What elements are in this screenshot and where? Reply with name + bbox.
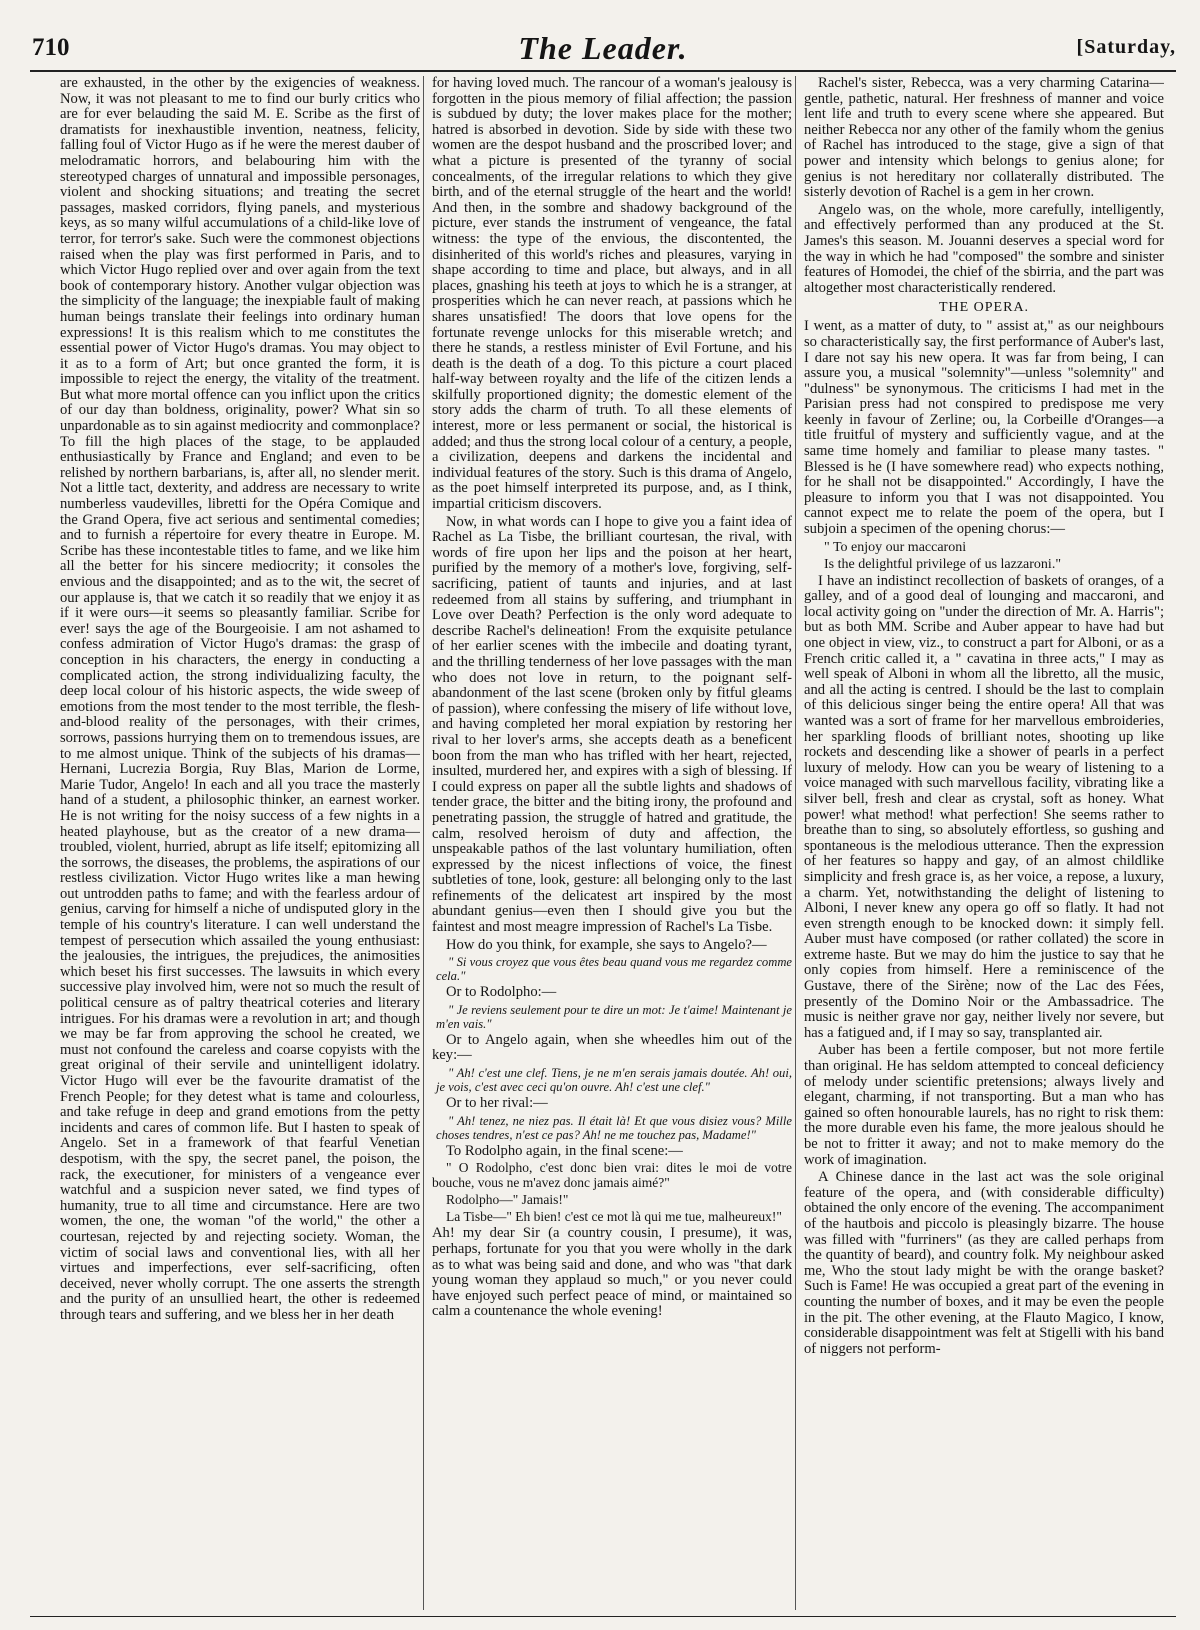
final-scene-line-3: La Tisbe—" Eh bien! c'est ce mot là qui me tue, malheureux!": [446, 1208, 782, 1224]
french-quote-3: " Ah! c'est une clef. Tiens, je ne m'en serais jamais doutée. Ah! oui, je vois, c'est avec ceci qu'on ouvre. Ah! c'est une clef.": [436, 1066, 792, 1095]
quote-intro-key: Or to Angelo again, when she wheedles him out of the key:—: [432, 1031, 792, 1064]
quote-intro-rodolpho: Or to Rodolpho:—: [446, 984, 557, 1001]
page-header: [30, 30, 1176, 70]
opera-intro-paragraph: I went, as a matter of duty, to " assist at," as our neighbours so characteristically say, the first performance of Auber's last, I dare not say his new opera. It was far from being, I can assure you, a musical "solemnity"—unless "solemnity" and "dulness" be synonymous. The criticisms I had met in the Parisian press had not conspired to predispose me very keenly in favour of Zerline; ou, la Corbeille d'Oranges—a title fruitful of mystery and sufficiently vague, and at the same time homely and familiar to please many tastes. " Blessed is he (I have somewhere read) who expects nothing, for he shall not be disappointed." Accordingly, I have the pleasure to inform you that I was not disappointed. You cannot expect me to relate the poem of the opera, but I subjoin a specimen of the opening chorus:—: [804, 318, 1164, 538]
column-1: [60, 76, 420, 1610]
final-scene-line-1: " O Rodolpho, c'est donc bien vrai: dites le moi de votre bouche, vous ne m'avez donc jamais aimé?": [432, 1160, 792, 1191]
angelo-performance-paragraph: Angelo was, on the whole, more carefully, intelligently, and effectively performed than any produced at the St. James's this season. M. Jouanni deserves a special word for the way in which he had "composed" the sombre and sinister features of Homodei, the chief of the sbirria, and the part was altogether most characteristically rendered.: [804, 201, 1164, 296]
french-quote-2: " Je reviens seulement pour te dire un mot: Je t'aime! Maintenant je m'en vais.": [436, 1002, 792, 1031]
french-quote-1: " Si vous croyez que vous êtes beau quand vous me regardez comme cela.": [436, 955, 792, 984]
column-divider: [795, 76, 796, 1610]
masthead-title: The Leader.: [518, 30, 688, 66]
column-1-paragraph: are exhausted, in the other by the exigencies of weakness. Now, it was not pleasant to me to find our burly critics who are for ever belauding the said M. E. Scribe as the first of dramatists for inexhaustible invention, neatness, felicity, falling foul of Victor Hugo as if he were the merest dauber of melodramatic horrors, and belabouring him with the stereotyped charges of unnatural and impossible personages, violent and shocking situations; and treating the secret passages, masked corridors, flying panels, and mysterious keys, as so many wilful accumulations of a child-like love of terror, for terror's sake. Such were the commonest objections raised when the play was first performed in Paris, and to which Victor Hugo replied over and over again from the text book of contemporary history. Another vulgar objection was the simplicity of the language; the inexpiable fault of making human beings translate their feelings into ordinary human expressions! It is this realism which to me constitutes the essential power of Victor Hugo's dramas. You may object to it as to a form of Art; but once granted the form, it is impossible to reject the energy, the vitality of the treatment. But what more mortal offence can you inflict upon the critics of our day than boldness, originality, power? What sin so unpardonable as to sin against mediocrity and commonplace? To fill the high places of the stage, to be applauded enthusiastically by France and England; and even to be relished by northern barbarians, is, after all, no slender merit. Not a little tact, dexterity, and address are necessary to write numberless vaudevilles, libretti for the Opéra Comique and the Grand Opera, five act serious and sentimental comedies; and to furnish a répertoire for every theatre in Europe. M. Scribe has these incontestable titles to fame, and we like him all the better for his sincere mediocrity; it consoles the envious and the disappointed; and as to the wit, the secret of our applause is, that we catch it so readily that we enjoy it as if it were ours—it seems so pleasantly familiar. Scribe for ever! says the age of the Bourgeoisie. I am not ashamed to confess admiration of Victor Hugo's dramas: the grasp of conception in his characters, the energy in conducting a complicated action, the strong individualizing faculty, the deep local colour of his historic aspects, the wide sweep of emotions from the most tender to the most terrible, the flesh-and-blood reality of the personages, with their crimes, sorrows, passions hurrying them on to tremendous issues, are to me almost unique. Think of the subjects of his dramas—Hernani, Lucrezia Borgia, Ruy Blas, Marion de Lorme, Marie Tudor, Angelo! In each and all you trace the masterly hand of a student, a philosophic thinker, an earnest worker. He is not writing for the noisy success of a few nights in a heated playhouse, but as the creator of a new drama—troubled, violent, hurried, abrupt as life itself; epitomizing all the sorrows, the diseases, the problems, the aspirations of our restless civilization. Victor Hugo writes like a man hewing out untrodden paths to fame; and with the fearless ardour of genius, carving for himself a niche of undisputed glory in the temple of his country's literature. I can well understand the tempest of persecution which assailed the young enthusiast: the jealousies, the intrigues, the prejudices, the animosities which beset his first successes. The lawsuits in which every successive play involved him, were not so much the result of political censure as of paltry theatrical coteries and literary intrigues. For his dramas were a revolution in art; and though we may be far from approving the school he created, we must not confound the careless and coarse copyists with the great original of their servile and unintelligent idolatry. Victor Hugo will ever be the favourite dramatist of the French People; for they detest what is tame and colourless, and take refuge in deep and grand emotions from the petty incidents and cares of common life. But I hasten to speak of Angelo. Set in a framework of that fearful Venetian despotism, with the spy, the secret panel, the poison, the rack, the executioner, for ministers of a vengeance ever watchful and a suspicion never sated, we find types of humanity, true to all time and circumstance. Here are two women, the one, the woman "of the world," the other a courtesan, rejected by and rejecting society. Woman, the victim of social laws and conventional lies, with all her virtues and imperfections, ever self-sacrificing, often deceived, never wholly corrupt. The one asserts the strength and the purity of an unsullied heart, the other is redeemed through tears and suffering, and we bless her in her death: [60, 76, 420, 1323]
auber-paragraph: Auber has been a fertile composer, but not more fertile than original. He has seldom attempted to conceal deficiency of melody under scientific pretensions; always lively and elegant, charming, if not transporting. But a man who has gained so often honourable laurels, has no right to risk them: the more durable even his fame, the more jealous should he be not to fritter it away; and not to make memory do the work of imagination.: [804, 1042, 1164, 1168]
rachel-tisbe-paragraph: Now, in what words can I hope to give you a faint idea of Rachel as La Tisbe, the brilliant courtesan, the rival, with words of fire upon her lips and the poison at her heart, purified by the memory of a mother's love, forgiving, self-sacrificing, patient of taunts and injuries, and at last redeemed from all stains by suffering, and triumphant in Love over Death? Perfection is the only word adequate to describe Rachel's delineation! From the exquisite petulance of her earlier scenes with the imbecile and doating tyrant, and the thrilling tenderness of her love passages with the man who does not love in return, to the poignant self-abandonment of the last scene (broken only by fitful gleams of passion), where confessing the misery of life without love, and having completed her moral expiation by restoring her rival to her lover's arms, she accepts death as a beneficent boon from the man who has trifled with her heart, rejected, insulted, murdered her, and expires with a sigh of blessing. If I could express on paper all the subtle lights and shadows of tender grace, the bitter and the biting irony, the profound and penetrating passion, the struggle of hatred and gratitude, the calm, resolved heroism of duty and affection, the unspeakable pathos of the last voluntary humiliation, often expressed by the nicest inflections of voice, the finest subtleties of tone, look, gesture: all belonging only to the last refinements of the delicatest art inspired by the most abundant genius—even then I should give you but the faintest and most meagre impression of Rachel's La Tisbe.: [432, 513, 792, 936]
chorus-line-1: " To enjoy our maccaroni: [824, 539, 967, 555]
alboni-paragraph: I have an indistinct recollection of baskets of oranges, of a galley, and of a good deal of lounging and maccaroni, and local activity going on "under the direction of Mr. A. Harris"; but as both MM. Scribe and Auber appear to have had but one object in view, viz., to construct a part for Alboni, or as a French critic called it, a " cavatina in three acts," I may as well speak of Alboni in whom all the libretto, all the music, and all the acting is centred. I should be the last to complain of this delicious singer being the entire opera! All that was wanted was a sort of frame for her marvellous embroideries, her sparkling floods of brilliant notes, shooting up like rockets and descending like a shower of pearls in a perfect luxury of melody. How can you be weary of listening to a voice managed with such marvellous facility, vibrating like a silver bell, fresh and clear as crystal, soft as honey. What power! what method! what perfection! She seems rather to breathe than to sing, so absolutely effortless, so gushing and spontaneous is the melodious utterance. Then the expression of her features so happy and gay, of an almost childlike simplicity and fresh grace is, as her voice, a repose, a luxury, a charm. Yet, notwithstanding the delight of listening to Alboni, I never knew any opera go off so flatly. It had not even strength enough to be knocked down: it simply fell. Auber must have composed (or rather collated) the score in extreme haste. But we may do him the justice to say that he only copies from himself. Here a reminiscence of the Gustave, there of the Sirène; now of the Lac des Fées, presently of the Domino Noir or the Ambassadrice. The music is neither grave nor gay, neither lively nor severe, but has a fatigued and, if I may so say, transplanted air.: [804, 572, 1164, 1041]
chinese-dance-paragraph: A Chinese dance in the last act was the sole original feature of the opera, and (with considerable difficulty) obtained the only encore of the evening. The accompaniment of the hautbois and piccolo is pleasingly bizarre. The house was filled with "furriners" (as they are called perhaps from the quantity of beard), and country folk. My neighbour asked me, Who the stout lady might be with the orange basket? Such is Fame! He was occupied a great part of the evening in counting the number of boxes, and it may be even the people in the pit. The other evening, at the Flauto Magico, I know, considerable disappointment was felt at Stigelli with his band of niggers not perform-: [804, 1169, 1164, 1357]
angelo-paragraph: for having loved much. The rancour of a woman's jealousy is forgotten in the pious memory of filial affection; the passion is subdued by duty; the lover makes place for the mother; hatred is absorbed in devotion. Side by side with these two women are the despot husband and the proscribed lover; and what a picture is presented of the tyranny of social concealments, of the irregular relations to which they give birth, and of the eternal struggle of the heart and the world! And then, in the sombre and shadowy background of the picture, ever stands the instrument of vengeance, the fatal witness: the type of the envious, the discontented, the disinherited of this world's riches and pleasures, varying in shape according to time and place, but always, and in all places, gnashing his teeth at joys to which he is a stranger, at prosperities which he can never reach, at passions which he shares unsatisfied! The doors that love opens for the fortunate revenge unlocks for this miserable wretch; and there he stands, a restless minister of Evil Fortune, and his death is the death of a dog. To this picture a court placed half-way between royalty and the life of the citizen lends a skilfully proportioned dignity; the domestic element of the story adds the charm of truth. To all these elements of interest, more or less permanent or social, the historical is added; and thus the strong local colour of a century, a people, a civilization, deepens and darkens the incidental and individual features of the story. Such is this drama of Angelo, as the poet himself interpreted its purpose, and, as I think, impartial criticism discovers.: [432, 76, 792, 513]
page-number: 710: [32, 34, 70, 61]
issue-day: [Saturday,: [1076, 36, 1176, 58]
country-cousin-paragraph: Ah! my dear Sir (a country cousin, I presume), it was, perhaps, fortunate for you that you were wholly in the dark as to what was being said and done, and who was "that dark young woman they applaud so much," or you never could have enjoyed such perfect peace of mind, or maintained so calm a countenance the whole evening!: [432, 1225, 792, 1320]
quote-intro-rival: Or to her rival:—: [446, 1095, 548, 1112]
footer-rule: [30, 1616, 1176, 1617]
column-2: [432, 76, 792, 1610]
column-3: [804, 76, 1164, 1610]
section-heading-opera: THE OPERA.: [938, 300, 1030, 316]
header-rule: [30, 70, 1176, 72]
final-scene-line-2: Rodolpho—" Jamais!": [446, 1191, 569, 1207]
quote-intro-final-scene: To Rodolpho again, in the final scene:—: [446, 1142, 683, 1159]
chorus-line-2: Is the delightful privilege of us lazzaroni.": [824, 556, 1062, 572]
rebecca-paragraph: Rachel's sister, Rebecca, was a very charming Catarina—gentle, pathetic, natural. Her freshness of manner and voice lent life and truth to every scene where she appeared. But neither Rebecca nor any other of the family whom the genius of Rachel has introduced to the stage, give a sign of that power and intensity which belongs to genius alone; for genius is not hereditary nor collaterally distributed. The sisterly devotion of Rachel is a gem in her crown.: [804, 76, 1164, 201]
quote-intro-angelo: How do you think, for example, she says to Angelo?—: [446, 936, 767, 953]
column-divider: [423, 76, 424, 1610]
french-quote-4: " Ah! tenez, ne niez pas. Il était là! Et que vous disiez vous? Mille choses tendres, n'est ce pas? Ah! ne me touchez pas, Madame!": [436, 1113, 792, 1142]
